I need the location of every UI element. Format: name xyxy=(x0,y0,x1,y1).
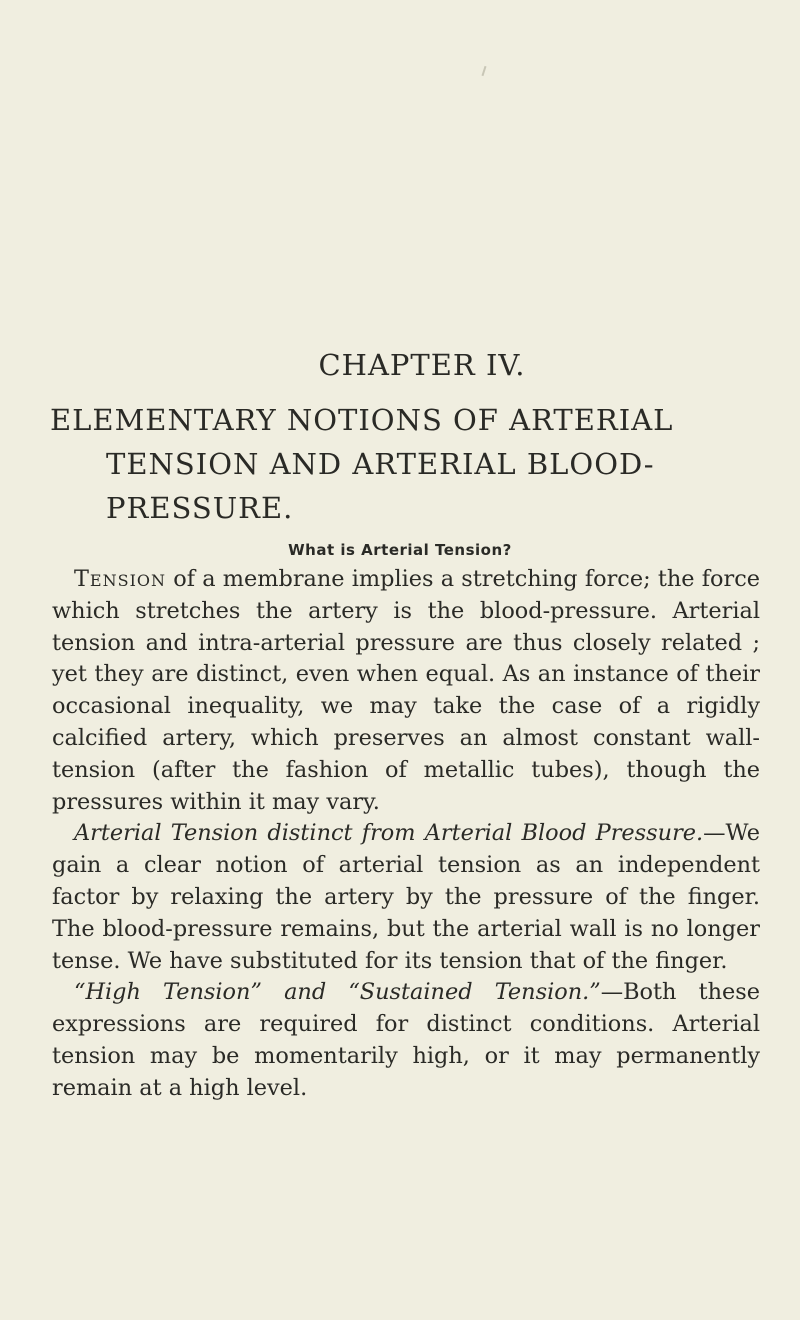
paragraph-2-heading: Arterial Tension distinct from Arterial Blood Pressure. xyxy=(74,820,704,847)
paragraph-3-heading-a: “High Tension” xyxy=(74,979,262,1006)
paragraph-3-connector: and xyxy=(261,979,349,1006)
title-line-3: PRESSURE. xyxy=(106,491,294,525)
chapter-title xyxy=(50,398,760,530)
body-text xyxy=(52,564,760,1105)
paragraph-tension xyxy=(52,564,760,818)
chapter-heading: CHAPTER IV. xyxy=(318,348,526,382)
paragraph-3-heading-b: “Sustained Tension.” xyxy=(348,979,601,1006)
title-line-1: ELEMENTARY NOTIONS OF ARTERIAL xyxy=(50,403,674,437)
paragraph-3-text: —Both these expressions are required for distinct conditions. Arterial tension may be momentarily high, or it may permanently remain at a high level. xyxy=(52,979,761,1101)
page-speck xyxy=(482,66,487,76)
paragraph-1-text: of a membrane implies a stretching force; the force which stretches the artery is the blood-pressure. Arterial tension and intra-arterial pressure are thus closely related ; yet they are distinct, even when equal. As an instance of their occasional inequality, we may take the case of a rigidly calcified artery, which preserves an almost constant wall-tension (after the fashion of metallic tubes), though the pressures within it may vary. xyxy=(52,566,760,815)
lead-word: Tension xyxy=(74,566,167,592)
paragraph-distinct xyxy=(52,818,760,977)
paragraph-high-tension xyxy=(52,977,760,1104)
section-subheading: What is Arterial Tension? xyxy=(288,541,512,559)
title-line-2: TENSION AND ARTERIAL BLOOD- xyxy=(106,447,655,481)
paragraph-2-text: —We gain a clear notion of arterial tension as an independent factor by relaxing the artery by the pressure of the finger. The blood-pressure remains, but the arterial wall is no longer tense. We have substituted for its tension that of the finger. xyxy=(52,820,760,974)
